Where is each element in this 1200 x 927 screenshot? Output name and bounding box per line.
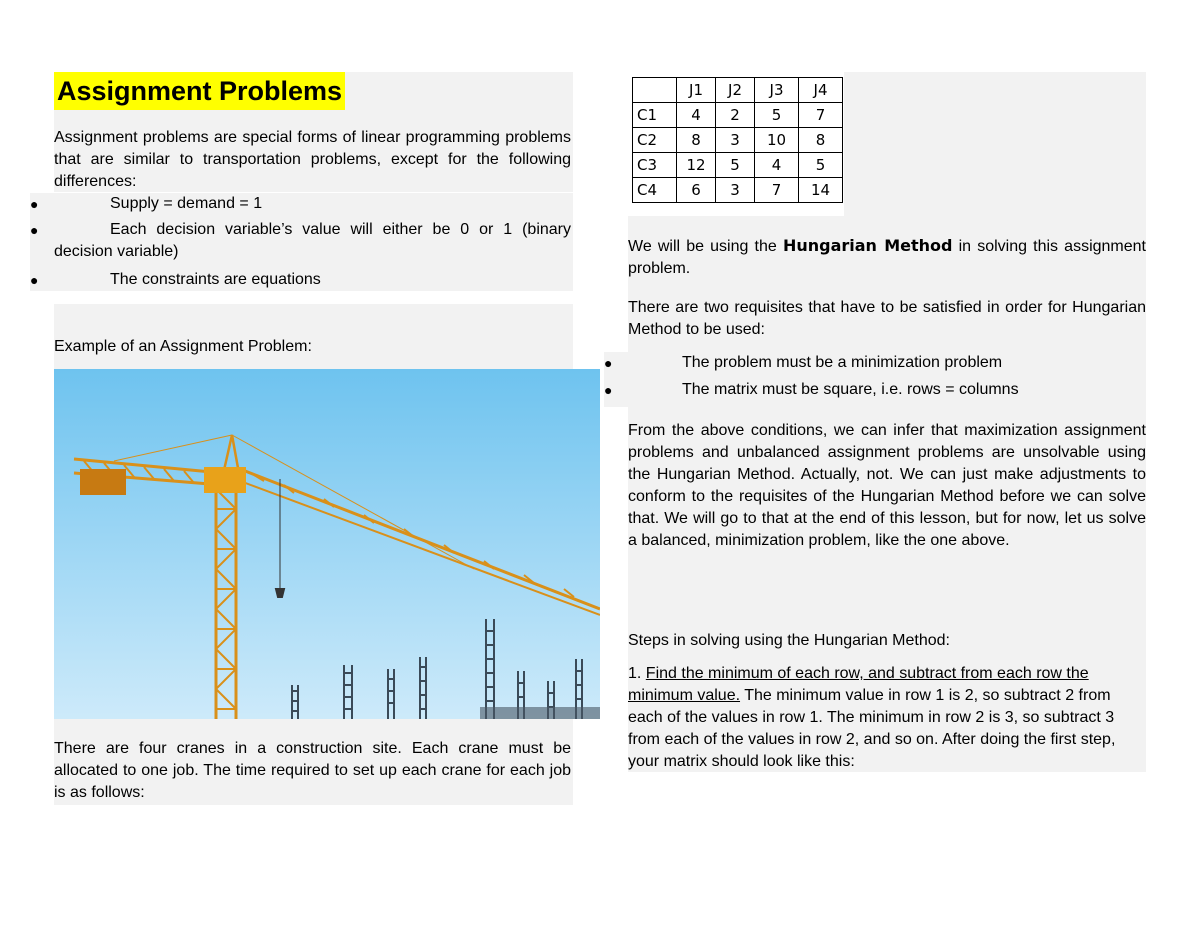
table-header-cell: J4: [799, 78, 843, 103]
table-cell: 7: [799, 103, 843, 128]
difference-text: The constraints are equations: [110, 271, 321, 288]
table-header-cell: J1: [677, 78, 716, 103]
requisites-intro: There are two requisites that have to be satisfied in order for Hungarian Method to be used:: [628, 299, 1146, 338]
table-cell: 14: [799, 178, 843, 203]
table-cell: 3: [716, 128, 755, 153]
cranes-paragraph: There are four cranes in a construction site. Each crane must be allocated to one job. The time required to set up each crane for each job is as follows:: [54, 740, 571, 801]
table-header-cell: J2: [716, 78, 755, 103]
requisite-text: The matrix must be square, i.e. rows = columns: [682, 381, 1019, 398]
step-1-instruction: Find the minimum of each row, and subtract from each row the minimum value.: [628, 665, 1089, 704]
page-title: Assignment Problems: [54, 72, 345, 110]
row-label: C4: [633, 178, 677, 203]
crane-cab: [204, 467, 246, 493]
requisite-item: [604, 379, 1146, 401]
table-header-cell: J3: [755, 78, 799, 103]
hungarian-paragraph: [628, 235, 1146, 280]
table-cell: 5: [716, 153, 755, 178]
table-cell: 4: [677, 103, 716, 128]
bullet-icon: ●: [30, 196, 39, 212]
table-cell: 5: [755, 103, 799, 128]
bullet-icon: ●: [604, 382, 613, 398]
intro-paragraph: Assignment problems are special forms of linear programming problems that are similar to transportation problems, except for the following differences:: [54, 129, 571, 190]
table-corner-cell: [633, 78, 677, 103]
difference-item: [30, 269, 573, 291]
table-row: [633, 153, 843, 178]
row-label: C2: [633, 128, 677, 153]
differences-list: [30, 193, 573, 291]
table-cell: 6: [677, 178, 716, 203]
step-1-explanation: The minimum value in row 1 is 2, so subtract 2 from each of the values in row 1. The minimum in row 2 is 3, so subtract 3 from each of the values in row 2, and so on. After doing the first step, your matrix should look like this:: [628, 687, 1116, 770]
table-row: [633, 128, 843, 153]
row-label: C3: [633, 153, 677, 178]
counterweight: [80, 469, 126, 495]
difference-text: Each decision variable’s value will either be 0 or 1 (binary decision variable): [54, 221, 571, 260]
requisites-list: [604, 352, 1146, 407]
table-cell: 4: [755, 153, 799, 178]
table-header-row: [633, 78, 843, 103]
requisite-item: [604, 352, 1146, 374]
hungarian-method-term: Hungarian Method: [782, 236, 953, 255]
table-cell: 12: [677, 153, 716, 178]
difference-item: [30, 219, 573, 263]
table-cell: 5: [799, 153, 843, 178]
requisite-text: The problem must be a minimization problem: [682, 354, 1003, 371]
infer-paragraph: From the above conditions, we can infer that maximization assignment problems and unbalanced assignment problems are unsolvable using the Hungarian Method. Actually, not. We can just make adjustments to conform to the requisites of the Hungarian Method before we can solve that. We will go to that at the end of this lesson, but for now, let us solve a balanced, minimization problem, like the one above.: [628, 422, 1146, 549]
hungarian-text-after: in solving this assignment problem.: [628, 238, 1146, 277]
step-1-paragraph: [628, 663, 1146, 773]
table-cell: 7: [755, 178, 799, 203]
building-base: [480, 707, 600, 719]
hungarian-text-before: We will be using the: [628, 238, 783, 255]
table-row: [633, 103, 843, 128]
example-label: Example of an Assignment Problem:: [54, 338, 312, 355]
sky-background: [54, 369, 600, 719]
table-cell: 3: [716, 178, 755, 203]
step-number: 1.: [628, 665, 646, 682]
table-cell: 10: [755, 128, 799, 153]
bullet-icon: ●: [30, 222, 39, 238]
difference-item: [30, 193, 573, 215]
table-cell: 8: [799, 128, 843, 153]
steps-label: Steps in solving using the Hungarian Method:: [628, 632, 950, 649]
assignment-table: [632, 77, 843, 203]
table-cell: 8: [677, 128, 716, 153]
difference-text: Supply = demand = 1: [110, 195, 263, 212]
table-row: [633, 178, 843, 203]
row-label: C1: [633, 103, 677, 128]
bullet-icon: ●: [30, 272, 39, 288]
table-cell: 2: [716, 103, 755, 128]
bullet-icon: ●: [604, 355, 613, 371]
crane-photo: [54, 369, 600, 719]
